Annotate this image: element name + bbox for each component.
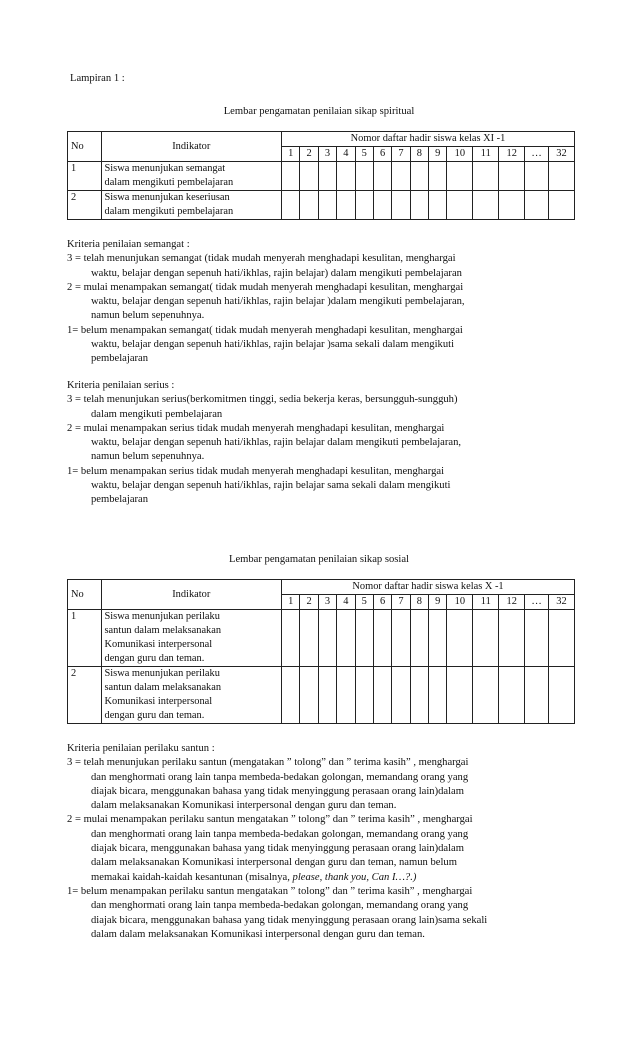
student-number: … xyxy=(525,147,549,162)
score-cell[interactable] xyxy=(473,667,499,724)
col-group-header: Nomor daftar hadir siswa kelas XI -1 xyxy=(282,132,575,147)
score-cell[interactable] xyxy=(410,191,428,220)
col-no-header: No xyxy=(68,132,102,162)
indikator-line: Siswa menunjukan keseriusan xyxy=(104,192,230,204)
student-number: 11 xyxy=(473,147,499,162)
score-cell[interactable] xyxy=(548,162,574,191)
student-number: 11 xyxy=(473,595,499,610)
score-cell[interactable] xyxy=(447,191,473,220)
kriteria-heading: Kriteria penilaian serius : xyxy=(67,380,175,391)
spiritual-title: Lembar pengamatan penilaian sikap spiritual xyxy=(223,106,415,117)
student-number: 10 xyxy=(447,147,473,162)
score-cell[interactable] xyxy=(373,191,391,220)
table-row xyxy=(68,162,575,191)
score-cell[interactable] xyxy=(282,667,300,724)
student-number: 6 xyxy=(373,147,391,162)
kriteria-heading: Kriteria penilaian semangat : xyxy=(67,239,190,250)
score-cell[interactable] xyxy=(337,667,355,724)
kriteria-heading: Kriteria penilaian perilaku santun : xyxy=(67,743,215,754)
student-number: 8 xyxy=(410,595,428,610)
student-number: … xyxy=(525,595,549,610)
score-cell[interactable] xyxy=(355,162,373,191)
kriteria-item: 3 = telah menunjukan semangat (tidak mudah menyerah menghadapi kesulitan, menghargai waktu, belajar dengan sepenuh hati/ikhlas, rajin belajar) dalam mengikuti pembelajaran xyxy=(67,253,462,279)
indikator-line: Komunikasi interpersonal xyxy=(104,639,213,651)
score-cell[interactable] xyxy=(300,667,318,724)
row-indikator xyxy=(101,610,282,667)
score-cell[interactable] xyxy=(355,610,373,667)
indikator-line: dalam mengikuti pembelajaran xyxy=(104,206,234,218)
score-cell[interactable] xyxy=(473,191,499,220)
score-cell[interactable] xyxy=(429,610,447,667)
col-indikator-header: Indikator xyxy=(101,132,282,162)
score-cell[interactable] xyxy=(447,162,473,191)
kriteria-item: 2 = mulai menampakan serius tidak mudah menyerah menghadapi kesulitan, menghargai waktu, belajar dengan sepenuh hati/ikhlas, rajin belajar dalam mengikuti pembelajaran, namun belum sepenuhnya. xyxy=(67,422,462,463)
score-cell[interactable] xyxy=(429,191,447,220)
student-number: 2 xyxy=(300,595,318,610)
score-cell[interactable] xyxy=(337,162,355,191)
score-cell[interactable] xyxy=(282,162,300,191)
indikator-line: santun dalam melaksanakan xyxy=(104,625,222,637)
col-no-header: No xyxy=(68,580,102,610)
sosial-title: Lembar pengamatan penilaian sikap sosial xyxy=(228,554,410,565)
student-number: 3 xyxy=(318,147,336,162)
score-cell[interactable] xyxy=(548,610,574,667)
score-cell[interactable] xyxy=(300,610,318,667)
indikator-line: Komunikasi interpersonal xyxy=(104,696,213,708)
score-cell[interactable] xyxy=(392,667,410,724)
kriteria-serius xyxy=(67,379,577,508)
student-number: 32 xyxy=(548,595,574,610)
score-cell[interactable] xyxy=(410,162,428,191)
table-row xyxy=(68,191,575,220)
student-number: 6 xyxy=(373,595,391,610)
score-cell[interactable] xyxy=(318,667,336,724)
score-cell[interactable] xyxy=(318,610,336,667)
score-cell[interactable] xyxy=(548,191,574,220)
score-cell[interactable] xyxy=(429,162,447,191)
student-number: 8 xyxy=(410,147,428,162)
score-cell[interactable] xyxy=(337,191,355,220)
student-number: 32 xyxy=(548,147,574,162)
score-cell[interactable] xyxy=(392,162,410,191)
score-cell[interactable] xyxy=(525,191,549,220)
col-indikator-header: Indikator xyxy=(101,580,282,610)
indikator-line: santun dalam melaksanakan xyxy=(104,682,222,694)
score-cell[interactable] xyxy=(525,667,549,724)
row-indikator xyxy=(101,667,282,724)
row-no: 1 xyxy=(68,162,102,191)
score-cell[interactable] xyxy=(525,610,549,667)
score-cell[interactable] xyxy=(410,610,428,667)
row-indikator xyxy=(101,162,282,191)
col-group-header: Nomor daftar hadir siswa kelas X -1 xyxy=(282,580,575,595)
kriteria-item: 2 = mulai menampakan perilaku santun mengatakan ” tolong” dan ” terima kasih” , menghargai dan menghormati orang lain tanpa membeda-bedakan golongan, memandang orang yang diajak bicara, menggunakan bahasa yang tidak menyinggung perasaan orang lain)dalam dalam melaksanakan Komunikasi interpersonal dengan guru dan teman, namun belum memakai kaidah-kaidah kesantunan (misalnya, please, thank you, Can I…?.) xyxy=(67,814,473,883)
row-indikator xyxy=(101,191,282,220)
row-no: 2 xyxy=(68,191,102,220)
kriteria-item: 3 = telah menunjukan perilaku santun (mengatakan ” tolong” dan ” terima kasih” , menghargai dan menghormati orang lain tanpa membeda-bedakan golongan, memandang orang yang diajak bicara, menggunakan bahasa yang tidak menyinggung perasaan orang lain)dalam dalam melaksanakan Komunikasi interpersonal dengan guru dan teman. xyxy=(67,757,469,812)
student-number: 4 xyxy=(337,147,355,162)
student-number: 1 xyxy=(282,147,300,162)
table-row xyxy=(68,667,575,724)
kriteria-item: 1= belum menampakan semangat( tidak mudah menyerah menghadapi kesulitan, menghargai waktu, belajar dengan sepenuh hati/ikhlas, rajin belajar )sama sekali dalam mengikuti pembelajaran xyxy=(67,324,463,365)
kriteria-item: 3 = telah menunjukan serius(berkomitmen tinggi, sedia bekerja keras, bersungguh-sungguh) dalam mengikuti pembelajaran xyxy=(67,394,458,420)
score-cell[interactable] xyxy=(373,610,391,667)
score-cell[interactable] xyxy=(499,610,525,667)
italic-examples: please, thank you, Can I…?.) xyxy=(292,871,417,883)
sosial-table xyxy=(67,579,575,724)
row-no: 1 xyxy=(68,610,102,667)
student-number: 7 xyxy=(392,147,410,162)
score-cell[interactable] xyxy=(447,667,473,724)
kriteria-item: 2 = mulai menampakan semangat( tidak mudah menyerah menghadapi kesulitan, menghargai waktu, belajar dengan sepenuh hati/ikhlas, rajin belajar )dalam mengikuti pembelajaran, namun belum sepenuhnya. xyxy=(67,281,465,322)
student-number: 5 xyxy=(355,595,373,610)
spiritual-table xyxy=(67,131,575,220)
score-cell[interactable] xyxy=(499,191,525,220)
score-cell[interactable] xyxy=(318,162,336,191)
kriteria-item: 1= belum menampakan serius tidak mudah menyerah menghadapi kesulitan, menghargai waktu, belajar dengan sepenuh hati/ikhlas, rajin belajar sama sekali dalam mengikuti pembelajaran xyxy=(67,465,451,506)
score-cell[interactable] xyxy=(318,191,336,220)
score-cell[interactable] xyxy=(355,667,373,724)
student-number: 12 xyxy=(499,147,525,162)
student-number: 7 xyxy=(392,595,410,610)
score-cell[interactable] xyxy=(373,162,391,191)
score-cell[interactable] xyxy=(300,191,318,220)
score-cell[interactable] xyxy=(473,162,499,191)
score-cell[interactable] xyxy=(300,162,318,191)
score-cell[interactable] xyxy=(392,610,410,667)
score-cell[interactable] xyxy=(447,610,473,667)
score-cell[interactable] xyxy=(373,667,391,724)
student-number: 10 xyxy=(447,595,473,610)
score-cell[interactable] xyxy=(392,191,410,220)
lampiran-label: Lampiran 1 : xyxy=(70,73,125,84)
student-number: 12 xyxy=(499,595,525,610)
indikator-line: Siswa menunjukan perilaku xyxy=(104,611,220,623)
score-cell[interactable] xyxy=(473,610,499,667)
student-number: 2 xyxy=(300,147,318,162)
student-number: 5 xyxy=(355,147,373,162)
kriteria-santun xyxy=(67,742,577,942)
score-cell[interactable] xyxy=(429,667,447,724)
student-number: 4 xyxy=(337,595,355,610)
table-row xyxy=(68,610,575,667)
student-number: 9 xyxy=(429,595,447,610)
indikator-line: dengan guru dan teman. xyxy=(104,710,205,722)
score-cell[interactable] xyxy=(410,667,428,724)
score-cell[interactable] xyxy=(282,191,300,220)
indikator-line: dengan guru dan teman. xyxy=(104,653,205,665)
score-cell[interactable] xyxy=(499,162,525,191)
score-cell[interactable] xyxy=(499,667,525,724)
indikator-line: dalam mengikuti pembelajaran xyxy=(104,177,234,189)
score-cell[interactable] xyxy=(525,162,549,191)
student-number: 1 xyxy=(282,595,300,610)
student-number: 9 xyxy=(429,147,447,162)
score-cell[interactable] xyxy=(355,191,373,220)
score-cell[interactable] xyxy=(282,610,300,667)
kriteria-item: 1= belum menampakan perilaku santun mengatakan ” tolong” dan ” terima kasih” , menghargai dan menghormati orang lain tanpa membeda-bedakan golongan, memandang orang yang diajak bicara, menggunakan bahasa yang tidak menyinggung perasaan orang lain)sama sekali dalam dalam melaksanakan Komunikasi interpersonal dengan guru dan teman. xyxy=(67,885,488,940)
score-cell[interactable] xyxy=(548,667,574,724)
score-cell[interactable] xyxy=(337,610,355,667)
indikator-line: Siswa menunjukan semangat xyxy=(104,163,226,175)
indikator-line: Siswa menunjukan perilaku xyxy=(104,668,220,680)
kriteria-semangat xyxy=(67,238,577,367)
row-no: 2 xyxy=(68,667,102,724)
student-number: 3 xyxy=(318,595,336,610)
